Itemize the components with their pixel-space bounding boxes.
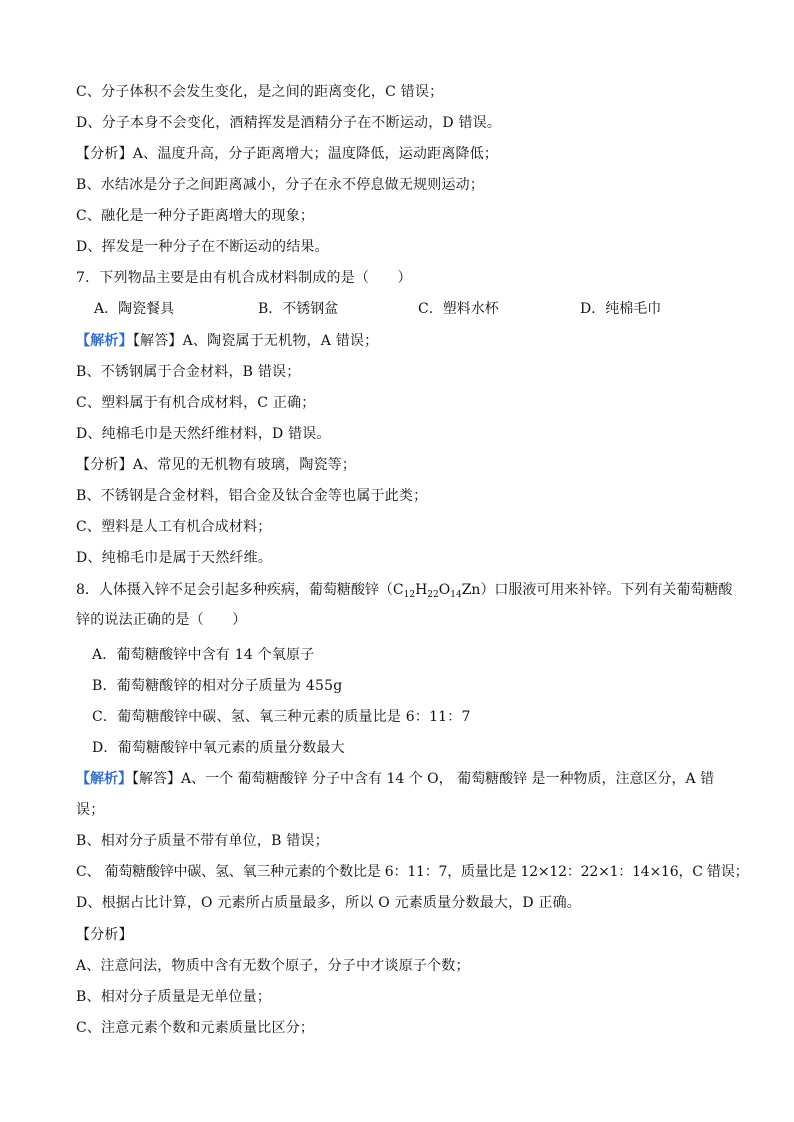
q7-option-b: B．不锈钢盆 (258, 301, 339, 317)
q8-answer-c: C、 葡萄糖酸锌中碳、氢、氧三种元素的个数比是 6：11：7，质量比是 12×12：22×1：14×16，C 错误； (76, 864, 749, 880)
formula-o: O (438, 582, 451, 598)
q8-stem-post: ）口服液可用来补锌。下列有关葡萄糖酸 (480, 582, 733, 598)
q8-option-a: A．葡萄糖酸锌中含有 14 个氧原子 (92, 647, 315, 663)
prev-analysis-a (76, 144, 498, 164)
q8-analysis-c: C、注意元素个数和元素质量比区分； (76, 1020, 315, 1036)
answer-text: A、一个 葡萄糖酸锌 分子中含有 14 个 O， 葡萄糖酸锌 是一种物质，注意区分，A 错 (181, 771, 715, 787)
answer-text: A、陶瓷属于无机物，A 错误； (182, 333, 379, 349)
prev-answer-d: D、分子本身不会变化，酒精挥发是酒精分子在不断运动，D 错误。 (76, 115, 502, 131)
q8-answer-a-cont: 误； (76, 802, 105, 818)
q7-analysis-c: C、塑料是人工有机合成材料； (76, 519, 272, 535)
q8-answer-a (76, 769, 714, 789)
formula-h: H (415, 582, 428, 598)
q7-answer-b: B、不锈钢属于合金材料，B 错误； (76, 364, 301, 380)
q7-analysis-d: D、纯棉毛巾是属于天然纤维。 (76, 550, 273, 566)
q8-answer-b: B、相对分子质量不带有单位，B 错误； (76, 833, 329, 849)
jiexi-label: 【解析】 (76, 333, 133, 349)
q8-option-c: C．葡萄糖酸锌中碳、氢、氧三种元素的质量比是 6：11：7 (92, 709, 471, 725)
answer-label: 【解答】 (132, 333, 183, 349)
q7-option-c: C．塑料水杯 (418, 301, 499, 317)
q7-stem: 7．下列物品主要是由有机合成材料制成的是（ ） (76, 270, 412, 286)
q8-stem-pre: 8．人体摄入锌不足会引起多种疾病，葡萄糖酸锌（ (76, 582, 393, 598)
prev-analysis-d: D、挥发是一种分子在不断运动的结果。 (76, 239, 329, 255)
q7-answer-c: C、塑料属于有机合成材料，C 正确； (76, 395, 316, 411)
q7-answer-d: D、纯棉毛巾是天然纤维材料，D 错误。 (76, 426, 331, 442)
q7-analysis-a (76, 455, 356, 475)
q7-option-d: D．纯棉毛巾 (580, 301, 662, 317)
q8-stem-line2: 锌的说法正确的是（ ） (76, 612, 247, 628)
analysis-text: A、常见的无机物有玻璃，陶瓷等； (132, 457, 357, 473)
answer-label: 【解答】 (132, 771, 181, 787)
q7-answer-a (76, 331, 378, 351)
chemical-formula (393, 582, 481, 598)
prev-analysis-c: C、融化是一种分子距离增大的现象； (76, 208, 315, 224)
analysis-label: 【分析】 (76, 146, 133, 162)
analysis-text: A、温度升高，分子距离增大；温度降低，运动距离降低； (132, 146, 499, 162)
formula-zn: Zn (461, 582, 481, 598)
q8-answer-d: D、根据占比计算，O 元素所占质量最多，所以 O 元素质量分数最大，D 正确。 (76, 895, 582, 911)
formula-o-count: 14 (450, 590, 462, 600)
prev-analysis-b: B、水结冰是分子之间距离减小，分子在永不停息做无规则运动； (76, 177, 485, 193)
analysis-label: 【分析】 (76, 457, 133, 473)
q8-option-b: B．葡萄糖酸锌的相对分子质量为 455g (92, 678, 343, 694)
jiexi-label: 【解析】 (76, 771, 132, 787)
q8-analysis-label: 【分析】 (76, 927, 133, 943)
formula-c-count: 12 (403, 590, 416, 600)
q8-stem-line1 (76, 580, 732, 600)
q7-analysis-b: B、不锈钢是合金材料，铝合金及钛合金等也属于此类； (76, 488, 428, 504)
formula-h-count: 22 (427, 590, 439, 600)
q7-option-a: A．陶瓷餐具 (94, 301, 175, 317)
formula-c: C (392, 582, 404, 598)
q8-option-d: D．葡萄糖酸锌中氧元素的质量分数最大 (92, 740, 345, 756)
prev-answer-c: C、分子体积不会发生变化，是之间的距离变化，C 错误； (76, 84, 444, 100)
q8-analysis-b: B、相对分子质量是无单位量； (76, 989, 272, 1005)
q8-analysis-a: A、注意问法，物质中含有无数个原子，分子中才谈原子个数； (76, 958, 470, 974)
